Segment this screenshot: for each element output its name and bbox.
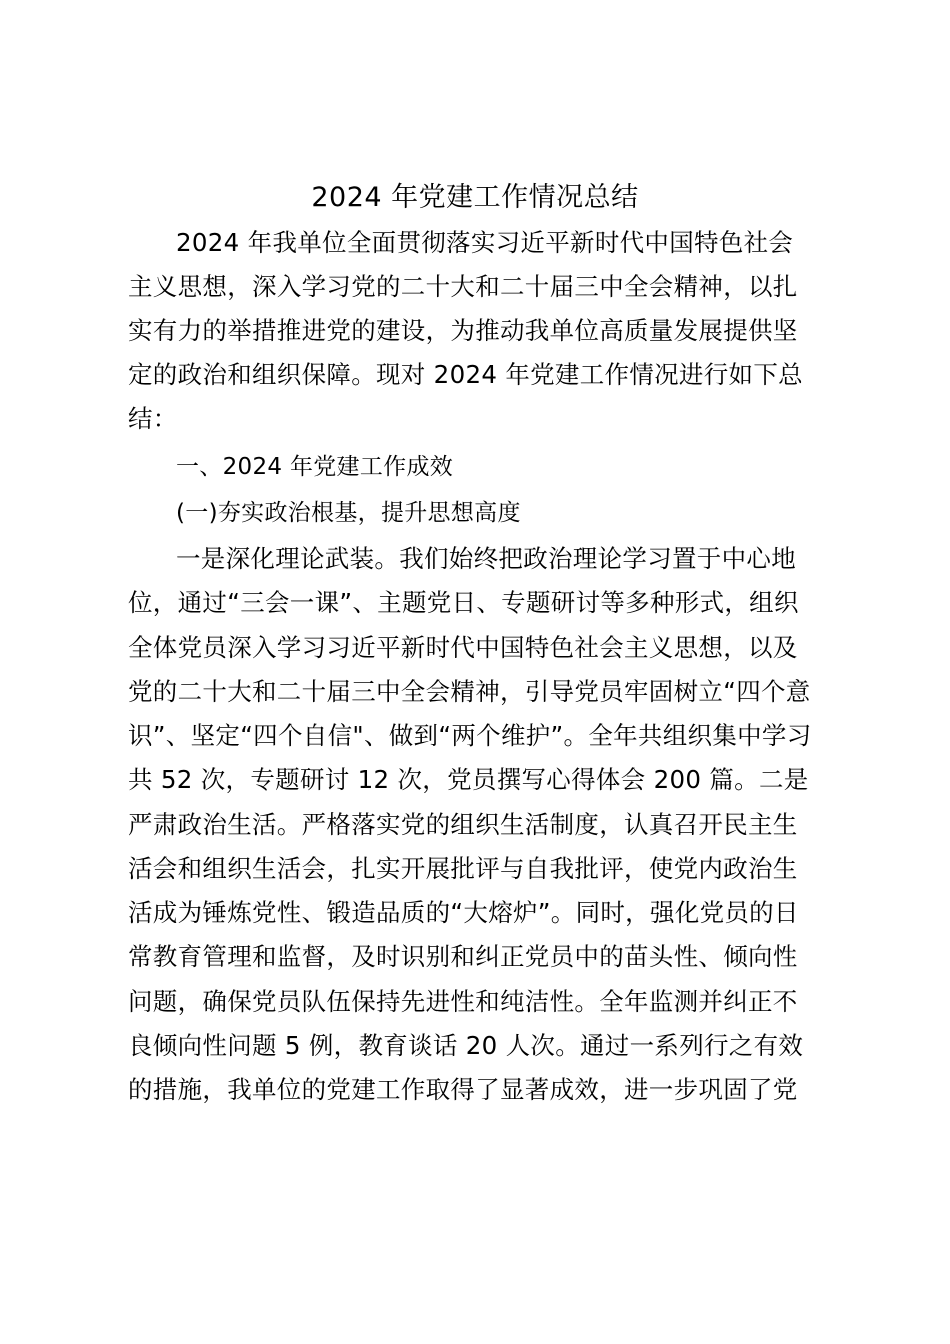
paragraph-line: 活会和组织生活会，扎实开展批评与自我批评，使党内政治生 bbox=[128, 854, 798, 883]
section-heading: 一、2024 年党建工作成效 bbox=[176, 454, 454, 480]
paragraph-line: 常教育管理和监督，及时识别和纠正党员中的苗头性、倾向性 bbox=[128, 942, 798, 971]
paragraph-line: 的措施，我单位的党建工作取得了显著成效，进一步巩固了党 bbox=[128, 1075, 798, 1104]
paragraph-line: 主义思想，深入学习党的二十大和二十届三中全会精神，以扎 bbox=[128, 272, 798, 301]
paragraph-line: 结： bbox=[128, 404, 178, 433]
paragraph-line: 问题，确保党员队伍保持先进性和纯洁性。全年监测并纠正不 bbox=[128, 987, 798, 1016]
paragraph-line: 活成为锤炼党性、锻造品质的“大熔炉”。同时，强化党员的日 bbox=[128, 898, 799, 927]
paragraph-line: 定的政治和组织保障。现对 2024 年党建工作情况进行如下总 bbox=[128, 360, 803, 389]
subsection-heading: (一)夯实政治根基，提升思想高度 bbox=[176, 500, 521, 526]
paragraph-line: 共 52 次，专题研讨 12 次，党员撰写心得体会 200 篇。二是 bbox=[128, 765, 809, 794]
paragraph-line: 全体党员深入学习习近平新时代中国特色社会主义思想，以及 bbox=[128, 633, 798, 662]
paragraph-line: 2024 年我单位全面贯彻落实习近平新时代中国特色社会 bbox=[176, 228, 794, 257]
paragraph-line: 实有力的举措推进党的建设，为推动我单位高质量发展提供坚 bbox=[128, 316, 798, 345]
paragraph-line: 识”、坚定“四个自信"、做到“两个维护”。全年共组织集中学习 bbox=[128, 721, 812, 750]
paragraph-line: 位，通过“三会一课”、主题党日、专题研讨等多种形式，组织 bbox=[128, 588, 799, 617]
document-title: 2024 年党建工作情况总结 bbox=[311, 182, 639, 213]
paragraph-line: 良倾向性问题 5 例，教育谈话 20 人次。通过一系列行之有效 bbox=[128, 1031, 804, 1060]
paragraph-line: 严肃政治生活。严格落实党的组织生活制度，认真召开民主生 bbox=[128, 810, 798, 839]
paragraph-line: 一是深化理论武装。我们始终把政治理论学习置于中心地 bbox=[176, 544, 796, 573]
paragraph-line: 党的二十大和二十届三中全会精神，引导党员牢固树立“四个意 bbox=[128, 677, 811, 706]
